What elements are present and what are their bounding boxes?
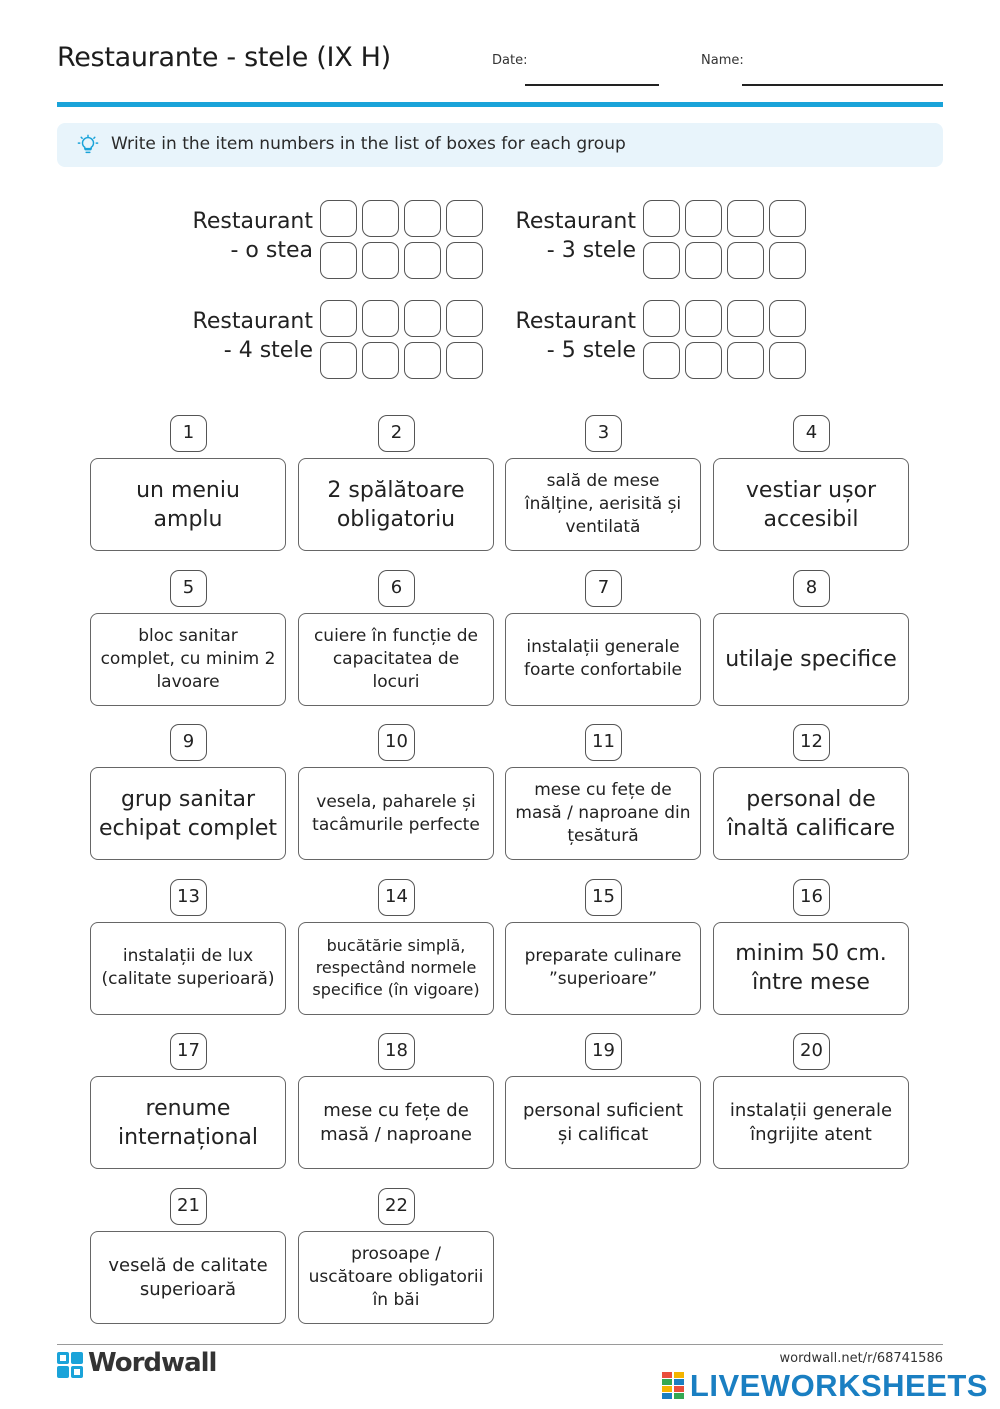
item-number: 1	[170, 415, 207, 452]
group-1	[165, 200, 485, 280]
answer-slot[interactable]	[446, 300, 483, 337]
item-card[interactable]: instalații de lux (calitate superioară)	[90, 922, 286, 1015]
item-number: 6	[378, 570, 415, 607]
item-card[interactable]: 2 spălătoare obligatoriu	[298, 458, 494, 551]
item-number: 4	[793, 415, 830, 452]
page-title: Restaurante - stele (IX H)	[57, 42, 391, 73]
liveworksheets-watermark	[662, 1368, 988, 1404]
group-2	[488, 200, 808, 280]
answer-slot[interactable]	[404, 200, 441, 237]
answer-slot[interactable]	[362, 200, 399, 237]
liveworksheets-text: LIVEWORKSHEETS	[689, 1368, 988, 1403]
lightbulb-icon	[77, 134, 99, 156]
item-card[interactable]: cuiere în funcție de capacitatea de locuri	[298, 613, 494, 706]
item-number: 8	[793, 570, 830, 607]
item-card[interactable]: mese cu fețe de masă / naproane	[298, 1076, 494, 1169]
item-number: 19	[585, 1033, 622, 1070]
item-card[interactable]: preparate culinare ”superioare”	[505, 922, 701, 1015]
answer-boxes	[320, 200, 490, 280]
answer-slot[interactable]	[446, 342, 483, 379]
item-card[interactable]: bucătărie simplă, respectând normele specifice (în vigoare)	[298, 922, 494, 1015]
item-card[interactable]: veselă de calitate superioară	[90, 1231, 286, 1324]
answer-slot[interactable]	[685, 342, 722, 379]
answer-slot[interactable]	[404, 300, 441, 337]
answer-slot[interactable]	[685, 200, 722, 237]
answer-boxes	[643, 300, 813, 380]
answer-slot[interactable]	[769, 342, 806, 379]
item-card[interactable]: vestiar ușor accesibil	[713, 458, 909, 551]
answer-slot[interactable]	[643, 200, 680, 237]
answer-slot[interactable]	[320, 242, 357, 279]
answer-slot[interactable]	[769, 200, 806, 237]
answer-slot[interactable]	[404, 242, 441, 279]
item-number: 16	[793, 879, 830, 916]
item-card[interactable]: personal suficient și calificat	[505, 1076, 701, 1169]
item-number: 20	[793, 1033, 830, 1070]
wordwall-brand: Wordwall	[88, 1348, 217, 1378]
item-card[interactable]: instalații generale foarte confortabile	[505, 613, 701, 706]
item-card[interactable]: prosoape / uscătoare obligatorii în băi	[298, 1231, 494, 1324]
item-number: 17	[170, 1033, 207, 1070]
group-label-line2: - 4 stele	[223, 338, 313, 363]
group-label-line1: Restaurant	[515, 209, 636, 234]
answer-slot[interactable]	[362, 242, 399, 279]
answer-slot[interactable]	[643, 342, 680, 379]
group-label	[193, 207, 313, 265]
item-card[interactable]: minim 50 cm. între mese	[713, 922, 909, 1015]
item-card[interactable]: grup sanitar echipat complet	[90, 767, 286, 860]
answer-slot[interactable]	[320, 342, 357, 379]
item-number: 11	[585, 724, 622, 761]
answer-slot[interactable]	[685, 242, 722, 279]
answer-boxes	[320, 300, 490, 380]
name-field[interactable]	[742, 84, 943, 86]
answer-boxes	[643, 200, 813, 280]
answer-slot[interactable]	[320, 300, 357, 337]
group-label-line1: Restaurant	[192, 209, 313, 234]
header-divider	[57, 102, 943, 107]
group-label	[193, 307, 313, 365]
item-card[interactable]: bloc sanitar complet, cu minim 2 lavoare	[90, 613, 286, 706]
item-number: 12	[793, 724, 830, 761]
group-label-line2: - 5 stele	[546, 338, 636, 363]
item-card[interactable]: renume internațional	[90, 1076, 286, 1169]
group-3	[165, 300, 485, 380]
date-field[interactable]	[525, 84, 659, 86]
group-label-line2: - o stea	[230, 238, 313, 263]
answer-slot[interactable]	[727, 200, 764, 237]
item-number: 22	[378, 1188, 415, 1225]
answer-slot[interactable]	[727, 242, 764, 279]
wordwall-url[interactable]: wordwall.net/r/68741586	[779, 1351, 943, 1366]
item-number: 13	[170, 879, 207, 916]
answer-slot[interactable]	[685, 300, 722, 337]
answer-slot[interactable]	[362, 342, 399, 379]
answer-slot[interactable]	[727, 342, 764, 379]
item-number: 21	[170, 1188, 207, 1225]
instruction-text: Write in the item numbers in the list of boxes for each group	[111, 134, 626, 154]
item-number: 7	[585, 570, 622, 607]
item-number: 18	[378, 1033, 415, 1070]
group-label-line1: Restaurant	[192, 309, 313, 334]
date-label: Date:	[492, 53, 528, 68]
item-number: 3	[585, 415, 622, 452]
item-number: 10	[378, 724, 415, 761]
group-label	[516, 307, 636, 365]
answer-slot[interactable]	[769, 242, 806, 279]
item-card[interactable]: instalații generale îngrijite atent	[713, 1076, 909, 1169]
group-label-line1: Restaurant	[515, 309, 636, 334]
item-card[interactable]: mese cu fețe de masă / naproane din țesătură	[505, 767, 701, 860]
group-label	[516, 207, 636, 265]
liveworksheets-badge-icon	[662, 1372, 684, 1400]
name-label: Name:	[701, 53, 744, 68]
footer-divider	[57, 1344, 943, 1345]
item-card[interactable]: un meniu amplu	[90, 458, 286, 551]
instruction-banner	[57, 123, 943, 167]
item-number: 5	[170, 570, 207, 607]
item-number: 14	[378, 879, 415, 916]
answer-slot[interactable]	[727, 300, 764, 337]
item-number: 9	[170, 724, 207, 761]
answer-slot[interactable]	[320, 200, 357, 237]
item-card[interactable]: sală de mese înălține, aerisită și ventilată	[505, 458, 701, 551]
answer-slot[interactable]	[769, 300, 806, 337]
item-number: 15	[585, 879, 622, 916]
answer-slot[interactable]	[404, 342, 441, 379]
answer-slot[interactable]	[362, 300, 399, 337]
item-number: 2	[378, 415, 415, 452]
item-card[interactable]: utilaje specifice	[713, 613, 909, 706]
answer-slot[interactable]	[446, 242, 483, 279]
answer-slot[interactable]	[446, 200, 483, 237]
group-4	[488, 300, 808, 380]
group-label-line2: - 3 stele	[546, 238, 636, 263]
answer-slot[interactable]	[643, 300, 680, 337]
answer-slot[interactable]	[643, 242, 680, 279]
item-card[interactable]: vesela, paharele și tacâmurile perfecte	[298, 767, 494, 860]
item-card[interactable]: personal de înaltă calificare	[713, 767, 909, 860]
wordwall-logo-icon	[57, 1352, 83, 1378]
